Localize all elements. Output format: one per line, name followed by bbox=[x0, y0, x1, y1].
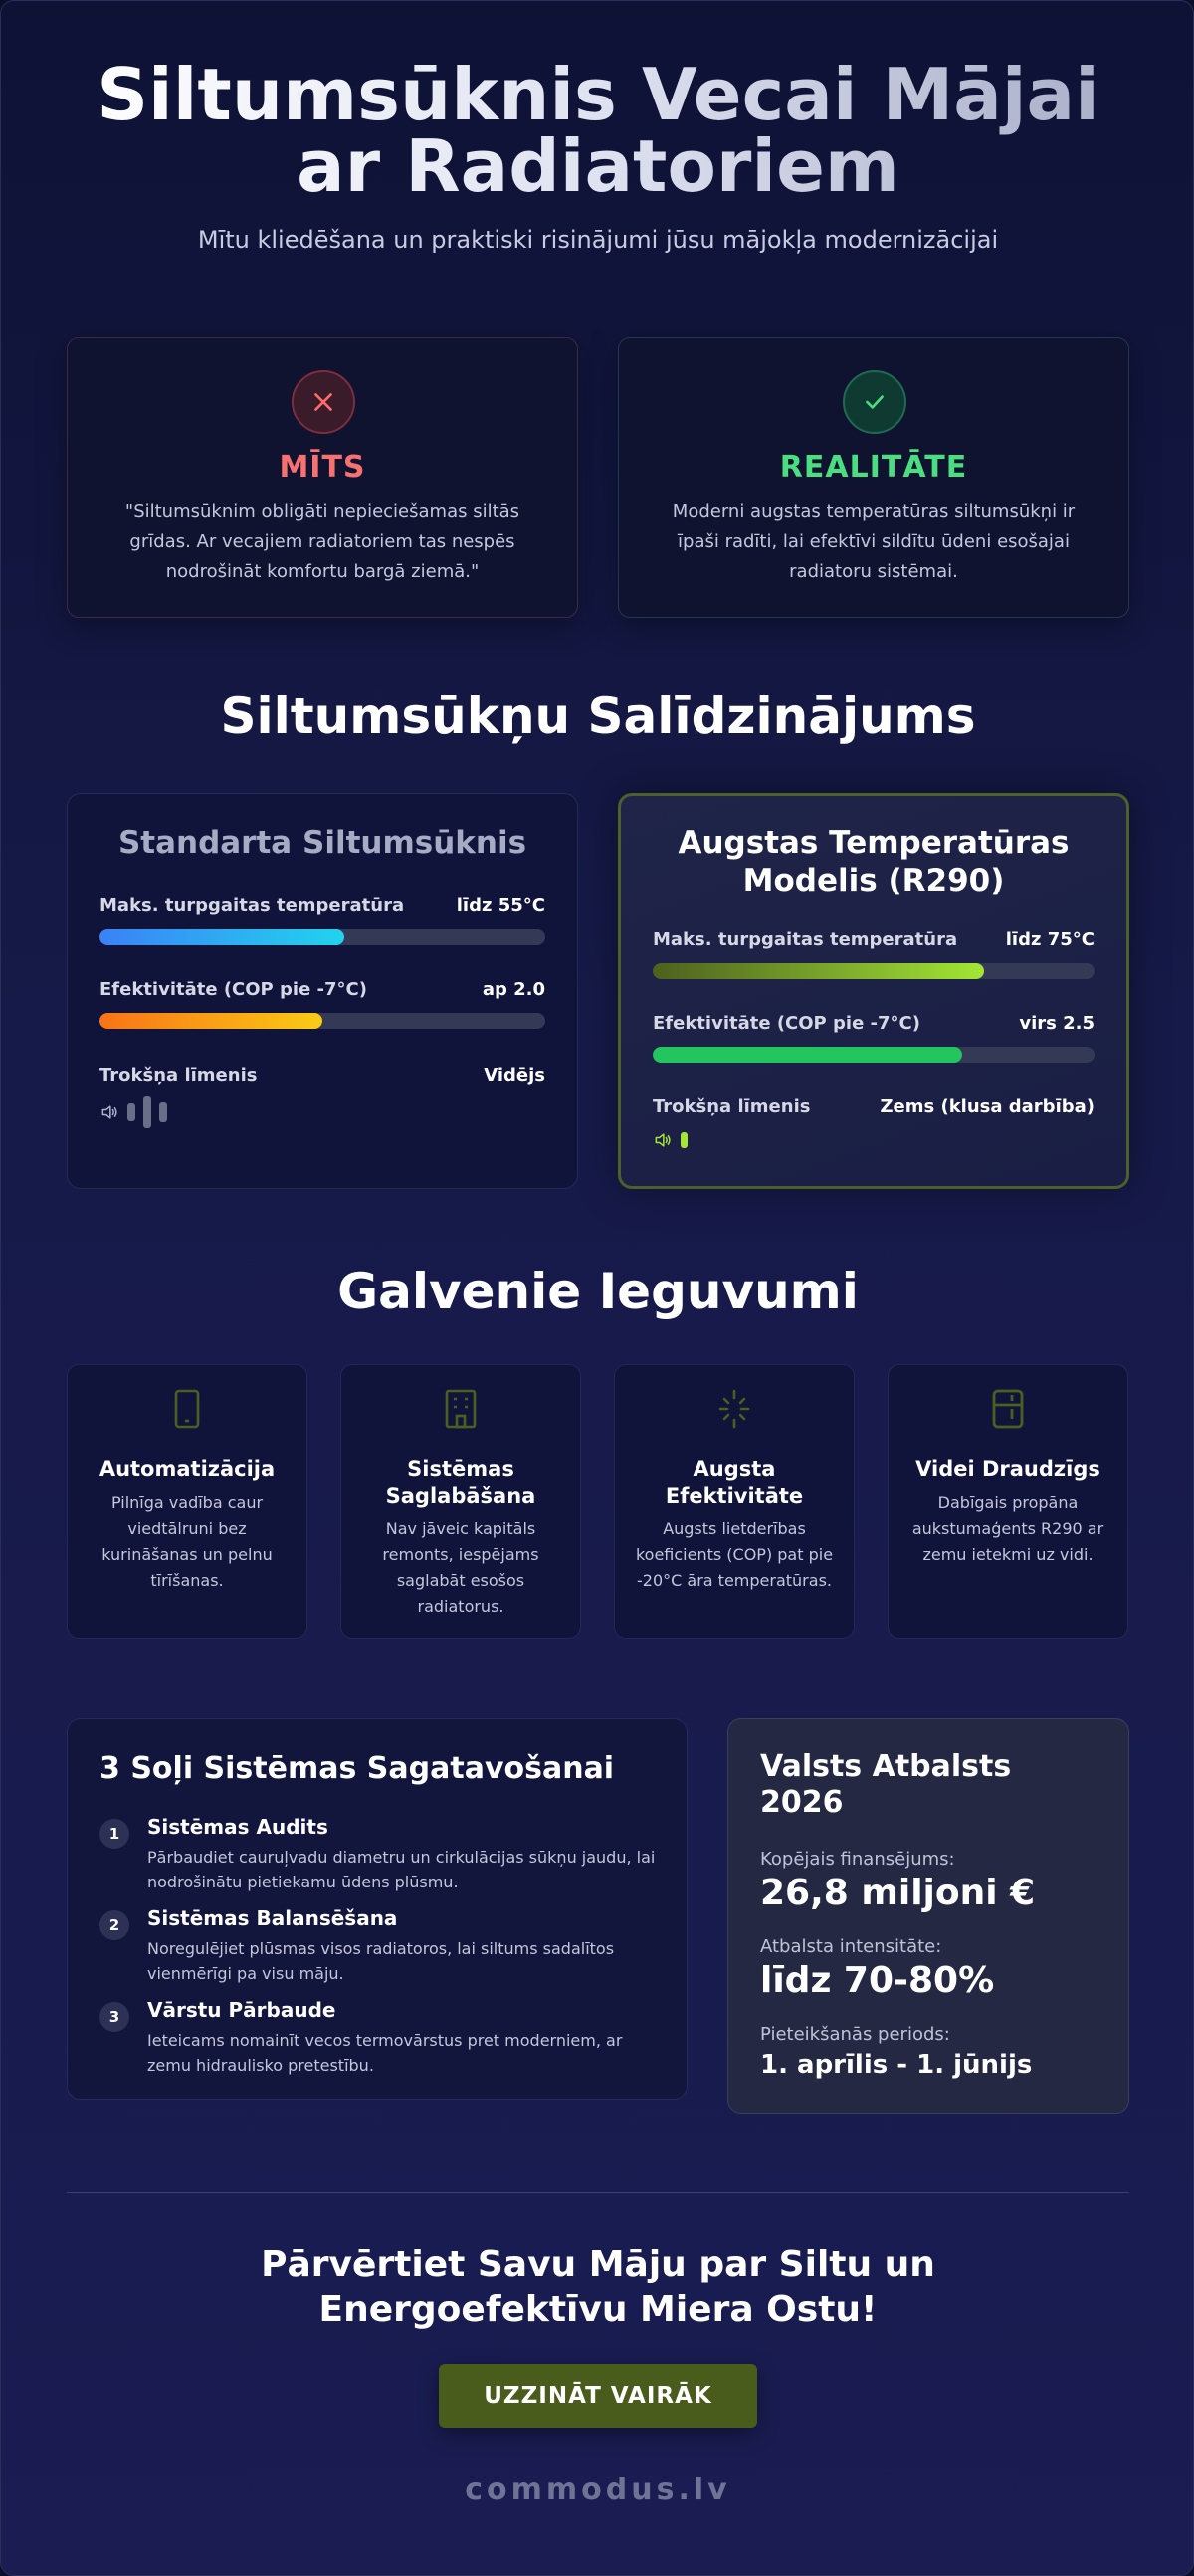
building-icon bbox=[443, 1389, 479, 1429]
period-label: Pieteikšanās periods: bbox=[760, 2024, 950, 2045]
close-icon bbox=[292, 370, 355, 434]
steps-heading: 3 Soļi Sistēmas Sagatavošanai bbox=[100, 1751, 615, 1786]
intensity-value: līdz 70-80% bbox=[760, 1960, 995, 2001]
step-text: Pārbaudiet cauruļvadu diametru un cirkulācijas sūkņu jaudu, lai nodrošinātu pietiekamu ūdens plūsmu. bbox=[147, 1848, 656, 1891]
reality-heading: REALITĀTE bbox=[779, 450, 968, 485]
reality-card bbox=[618, 337, 1129, 618]
benefit-card-efficiency bbox=[614, 1364, 855, 1639]
page-title bbox=[67, 53, 1129, 208]
benefit-card-automation bbox=[67, 1364, 307, 1639]
page-subtitle: Mītu kliedēšana un praktiski risinājumi jūsu mājokļa modernizācijai bbox=[197, 226, 999, 254]
benefit-text: Augsts lietderības koeficients (COP) pat pie -20°C āra temperatūras. bbox=[635, 1519, 834, 1590]
comparison-heading: Siltumsūkņu Salīdzinājums bbox=[220, 688, 976, 745]
high-temp-value: līdz 75°C bbox=[1005, 929, 1094, 950]
high-cop-label: Efektivitāte (COP pie -7°C) bbox=[653, 1013, 920, 1034]
high-cop-value: virs 2.5 bbox=[1019, 1013, 1094, 1034]
high-temp-pump-title bbox=[641, 824, 1106, 899]
step-item bbox=[100, 1998, 659, 2075]
step-title: Sistēmas Balansēšana bbox=[147, 1906, 398, 1930]
high-noise-indicator bbox=[653, 1130, 688, 1150]
standard-cop-value: ap 2.0 bbox=[482, 979, 545, 1000]
step-item bbox=[100, 1815, 659, 1891]
benefit-title: Automatizācija bbox=[99, 1457, 276, 1481]
section-divider bbox=[67, 2192, 1129, 2193]
funding-label: Kopējais finansējums: bbox=[760, 1849, 955, 1870]
standard-pump-card bbox=[67, 793, 578, 1189]
myth-text: "Siltumsūknim obligāti nepieciešamas siltās grīdas. Ar vecajiem radiatoriem tas nespēs nodrošināt komfortu bargā ziemā." bbox=[124, 501, 520, 582]
page-title-line1: Siltumsūknis Vecai Mājai bbox=[97, 53, 1099, 136]
standard-cop-bar bbox=[100, 1013, 545, 1029]
step-text: Ieteicams nomainīt vecos termovārstus pret moderniem, ar zemu hidraulisko pretestību. bbox=[147, 2031, 623, 2075]
noise-level-bar bbox=[681, 1132, 688, 1148]
step-text: Noregulējiet plūsmas visos radiatoros, lai siltums sadalītos vienmērīgi pa visu māju. bbox=[147, 1939, 615, 1983]
intensity-label: Atbalsta intensitāte: bbox=[760, 1936, 942, 1957]
cta-heading-line2: Energoefektīvu Miera Ostu! bbox=[318, 2289, 878, 2330]
footer-brand: commodus.lv bbox=[465, 2473, 731, 2507]
benefit-card-eco bbox=[888, 1364, 1128, 1639]
high-temp-pump-title-line2: Modelis (R290) bbox=[742, 863, 1005, 898]
benefit-title: Augsta Efektivitāte bbox=[665, 1457, 804, 1508]
period-value: 1. aprīlis - 1. jūnijs bbox=[760, 2050, 1033, 2080]
speaker-icon bbox=[100, 1102, 119, 1122]
step-number: 2 bbox=[100, 1910, 129, 1940]
standard-cop-bar-fill bbox=[100, 1013, 322, 1029]
step-number: 3 bbox=[100, 2002, 129, 2032]
benefit-text: Dabīgais propāna aukstumaģents R290 ar zemu ietekmi uz vidi. bbox=[911, 1493, 1104, 1564]
benefit-text: Nav jāveic kapitāls remonts, iespējams saglabāt esošos radiatorus. bbox=[382, 1519, 539, 1616]
check-icon bbox=[843, 370, 906, 434]
high-temp-label: Maks. turpgaitas temperatūra bbox=[653, 929, 958, 950]
benefit-title: Videi Draudzīgs bbox=[915, 1457, 1100, 1481]
standard-cop-label: Efektivitāte (COP pie -7°C) bbox=[100, 979, 367, 1000]
benefit-text: Pilnīga vadība caur viedtālruni bez kurināšanas un pelnu tīrīšanas. bbox=[101, 1493, 273, 1590]
high-noise-value: Zems (klusa darbība) bbox=[880, 1096, 1094, 1117]
high-noise-label: Trokšņa līmenis bbox=[653, 1096, 811, 1117]
noise-level-bar bbox=[127, 1103, 135, 1121]
standard-pump-title: Standarta Siltumsūknis bbox=[117, 825, 527, 861]
standard-temp-label: Maks. turpgaitas temperatūra bbox=[100, 895, 405, 916]
preparation-steps-card bbox=[67, 1718, 688, 2100]
noise-level-bar bbox=[143, 1096, 151, 1128]
support-title-line2: 2026 bbox=[760, 1785, 844, 1820]
standard-noise-label: Trokšņa līmenis bbox=[100, 1065, 258, 1086]
loader-icon bbox=[712, 1389, 756, 1429]
standard-noise-indicator bbox=[100, 1096, 167, 1128]
funding-value: 26,8 miljoni € bbox=[760, 1873, 1036, 1913]
step-number: 1 bbox=[100, 1819, 129, 1849]
noise-level-bar bbox=[159, 1102, 167, 1122]
refrigerator-icon bbox=[991, 1389, 1025, 1429]
step-item bbox=[100, 1906, 659, 1983]
high-temp-pump-card bbox=[618, 793, 1129, 1189]
myth-card bbox=[67, 337, 578, 618]
standard-temp-bar-fill bbox=[100, 929, 344, 945]
cta-heading bbox=[67, 2242, 1129, 2333]
reality-text: Moderni augstas temperatūras siltumsūkņi ir īpaši radīti, lai efektīvi sildītu ūdeni esošajai radiatoru sistēmai. bbox=[672, 501, 1076, 582]
support-title bbox=[760, 1749, 1011, 1821]
cta-heading-line1: Pārvērtiet Savu Māju par Siltu un bbox=[261, 2244, 935, 2284]
standard-temp-bar bbox=[100, 929, 545, 945]
benefit-title: Sistēmas Saglabāšana bbox=[385, 1457, 536, 1508]
page-title-line2: ar Radiatoriem bbox=[297, 124, 899, 208]
high-cop-bar-fill bbox=[653, 1047, 962, 1063]
speaker-icon bbox=[653, 1130, 673, 1150]
high-cop-bar bbox=[653, 1047, 1094, 1063]
standard-noise-value: Vidējs bbox=[484, 1065, 545, 1086]
high-temp-bar bbox=[653, 963, 1094, 979]
support-title-line1: Valsts Atbalsts bbox=[760, 1749, 1012, 1784]
standard-temp-value: līdz 55°C bbox=[456, 895, 545, 916]
benefits-heading: Galvenie Ieguvumi bbox=[337, 1263, 859, 1320]
state-support-card bbox=[727, 1718, 1129, 2114]
learn-more-button[interactable]: UZZINĀT VAIRĀK bbox=[439, 2364, 757, 2428]
step-title: Sistēmas Audits bbox=[147, 1815, 328, 1839]
step-title: Vārstu Pārbaude bbox=[147, 1998, 336, 2022]
benefit-card-system bbox=[340, 1364, 581, 1639]
myth-heading: MĪTS bbox=[279, 450, 366, 485]
smartphone-icon bbox=[172, 1389, 202, 1429]
high-temp-bar-fill bbox=[653, 963, 984, 979]
high-temp-pump-title-line1: Augstas Temperatūras bbox=[678, 825, 1070, 861]
